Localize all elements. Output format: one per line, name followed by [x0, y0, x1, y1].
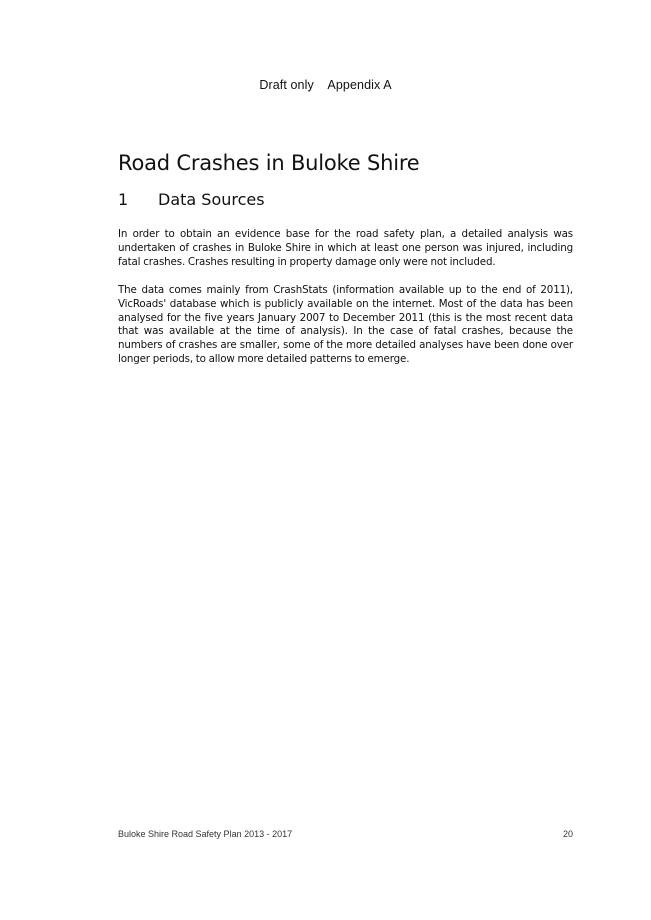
- footer-document-name: Buloke Shire Road Safety Plan 2013 - 2017: [118, 829, 293, 839]
- section-heading: [118, 190, 265, 209]
- page-header: Draft only Appendix A: [259, 78, 392, 92]
- body-paragraph: The data comes mainly from CrashStats (information available up to the end of 2011), VicRoads' database which is publicly available on the internet. Most of the data has been analysed for the five years January 2007 to December 2011 (this is the most recent data that was available at the time of analysis). In the case of fatal crashes, because the numbers of crashes are smaller, some of the more detailed analyses have been done over longer periods, to allow more detailed patterns to emerge.: [118, 284, 573, 365]
- page-number: 20: [562, 829, 573, 839]
- body-paragraph: In order to obtain an evidence base for the road safety plan, a detailed analysis was undertaken of crashes in Buloke Shire in which at least one person was injured, including fatal crashes. Crashes resulting in property damage only were not included.: [118, 228, 573, 268]
- section-title: Data Sources: [158, 190, 265, 209]
- document-title: Road Crashes in Buloke Shire: [118, 151, 420, 175]
- section-number: 1: [118, 190, 129, 209]
